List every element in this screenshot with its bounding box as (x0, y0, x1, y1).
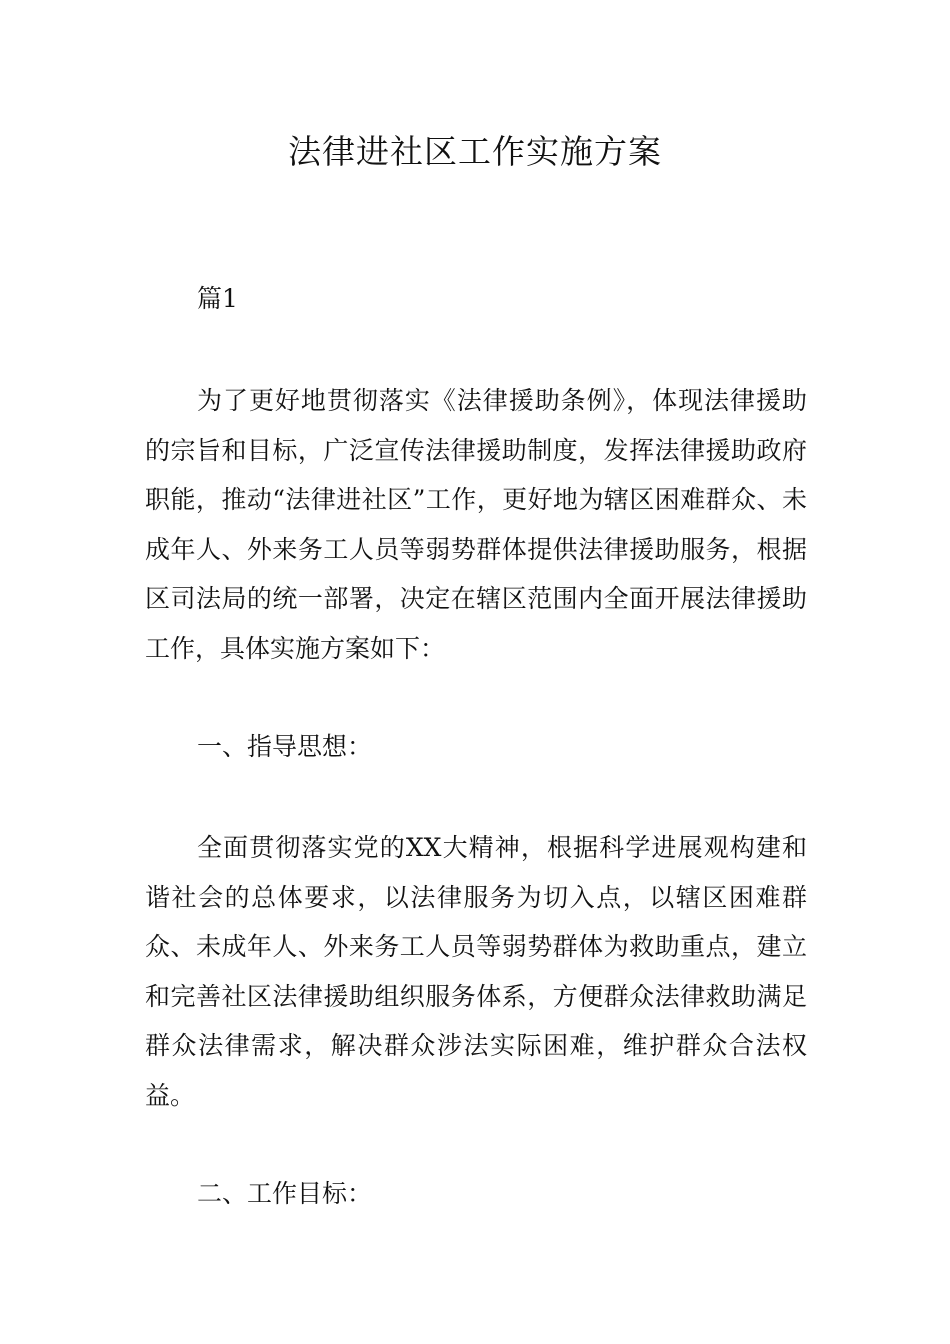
guiding-ideology-paragraph: 全面贯彻落实党的XX大精神，根据科学进展观构建和谐社会的总体要求，以法律服务为切入点，以辖区困难群众、未成年人、外来务工人员等弱势群体为救助重点，建立和完善社区法律援助组织服务体系，方便群众法律救助满足群众法律需求，解决群众涉法实际困难，维护群众合法权益。 (145, 833, 807, 1110)
section-heading-guiding-ideology: 一、指导思想： (197, 732, 373, 761)
section-heading-work-goals: 二、工作目标： (197, 1179, 373, 1208)
document-title: 法律进社区工作实施方案 (288, 132, 662, 171)
intro-paragraph: 为了更好地贯彻落实《法律援助条例》，体现法律援助的宗旨和目标，广泛宣传法律援助制度，发挥法律援助政府职能，推动“法律进社区”工作，更好地为辖区困难群众、未成年人、外来务工人员等弱势群体提供法律援助服务，根据区司法局的统一部署，决定在辖区范围内全面开展法律援助工作，具体实施方案如下： (145, 386, 807, 663)
part-label: 篇1 (197, 284, 238, 313)
